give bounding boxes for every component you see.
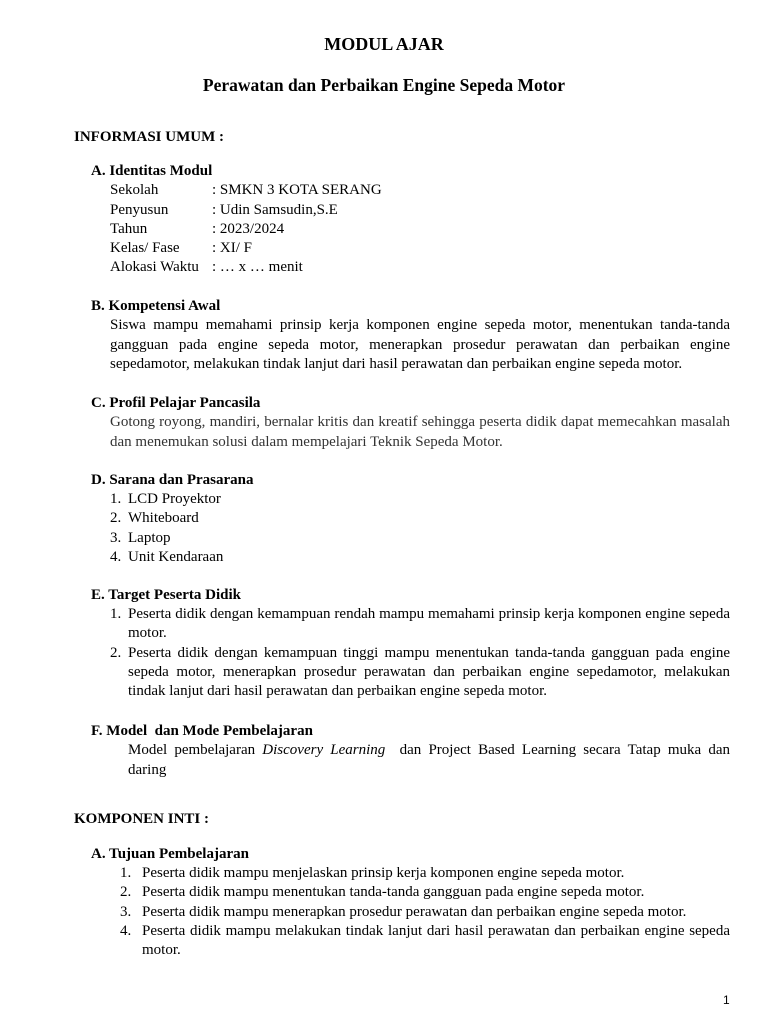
model-paragraph <box>128 741 734 780</box>
list-number: 4. <box>110 548 122 565</box>
list-item <box>110 509 730 528</box>
list-text: Peserta didik mampu menjelaskan prinsip kerja komponen engine sepeda motor. <box>142 865 625 881</box>
identity-value: : XI/ F <box>212 240 253 256</box>
model-text-tail: dan Project Based Learning secara Tatap muka dan daring <box>128 742 734 778</box>
sarana-list <box>110 490 730 567</box>
list-item <box>110 529 730 548</box>
list-number: 2. <box>120 884 132 901</box>
section-heading-informasi-umum: INFORMASI UMUM : <box>74 129 224 145</box>
document-title: MODUL AJAR <box>324 34 444 54</box>
identity-label: Penyusun <box>110 202 169 218</box>
list-item <box>110 644 730 702</box>
model-text-emphasis: Discovery Learning <box>262 742 386 758</box>
identity-value: : 2023/2024 <box>212 221 285 237</box>
model-text-lead: Model pembelajaran <box>128 742 263 758</box>
list-number: 2. <box>110 510 122 527</box>
identity-label: Sekolah <box>110 182 159 198</box>
list-number: 1. <box>120 865 132 881</box>
list-number: 4. <box>120 922 132 939</box>
list-item <box>110 605 730 644</box>
kompetensi-paragraph: Siswa mampu memahami prinsip kerja komponen engine sepeda motor, menentukan tanda-tanda gangguan pada engine sepeda motor, menerapkan prosedur perawatan dan perbaikan engine sepedamotor, melakukan tindak lanjut dari hasil perawatan dan perbaikan engine sepeda motor. <box>110 317 730 372</box>
list-number: 2. <box>110 644 122 661</box>
identity-label: Alokasi Waktu <box>110 259 199 275</box>
list-item <box>120 903 730 922</box>
list-item <box>120 922 730 961</box>
profil-paragraph: Gotong royong, mandiri, bernalar kritis dan kreatif sehingga peserta didik dapat memecahkan masalah dan menemukan solusi dalam mempelajari Teknik Sepeda Motor. <box>110 414 730 450</box>
list-text: Unit Kendaraan <box>128 548 224 565</box>
list-text: LCD Proyektor <box>128 491 221 507</box>
identity-label: Tahun <box>110 221 148 237</box>
subsection-heading-model: F. Model dan Mode Pembelajaran <box>91 723 313 739</box>
section-heading-komponen-inti: KOMPONEN INTI : <box>74 811 209 827</box>
subsection-heading-tujuan: A. Tujuan Pembelajaran <box>91 846 249 862</box>
list-text: Peserta didik mampu menerapkan prosedur perawatan dan perbaikan engine sepeda motor. <box>142 903 687 920</box>
list-text: Peserta didik dengan kemampuan rendah mampu memahami prinsip kerja komponen engine sepeda motor. <box>128 606 730 642</box>
subsection-heading-target: E. Target Peserta Didik <box>91 587 241 603</box>
list-text: Laptop <box>128 529 171 546</box>
list-text: Whiteboard <box>128 510 199 527</box>
list-text: Peserta didik mampu menentukan tanda-tanda gangguan pada engine sepeda motor. <box>142 884 645 901</box>
page-number: 1 <box>723 993 730 1007</box>
list-text: Peserta didik mampu melakukan tindak lanjut dari hasil perawatan dan perbaikan engine sepeda motor. <box>142 922 730 959</box>
identity-label: Kelas/ Fase <box>110 240 180 256</box>
list-number: 1. <box>110 606 122 622</box>
subsection-heading-sarana: D. Sarana dan Prasarana <box>91 472 254 488</box>
list-text: Peserta didik dengan kemampuan tinggi mampu menentukan tanda-tanda gangguan pada engine sepeda motor, menerapkan prosedur perawatan dan perbaikan engine sepedamotor, melakukan tindak lanjut dari hasil perawatan dan perbaikan engine sepeda motor. <box>128 644 730 700</box>
subsection-heading-kompetensi: B. Kompetensi Awal <box>91 298 221 314</box>
subsection-heading-profil: C. Profil Pelajar Pancasila <box>91 395 261 411</box>
list-item <box>120 883 730 902</box>
target-list <box>110 605 730 701</box>
list-number: 3. <box>120 903 132 920</box>
identity-value: : SMKN 3 KOTA SERANG <box>212 182 382 198</box>
identity-value: : Udin Samsudin,S.E <box>212 202 338 218</box>
list-item <box>110 548 730 567</box>
identity-value: : … x … menit <box>212 259 303 275</box>
list-number: 3. <box>110 529 122 546</box>
subsection-heading-identitas: A. Identitas Modul <box>91 163 213 179</box>
tujuan-list <box>120 864 730 960</box>
document-subtitle: Perawatan dan Perbaikan Engine Sepeda Motor <box>202 75 566 95</box>
list-item <box>120 864 730 883</box>
list-item <box>110 490 730 509</box>
list-number: 1. <box>110 491 122 507</box>
